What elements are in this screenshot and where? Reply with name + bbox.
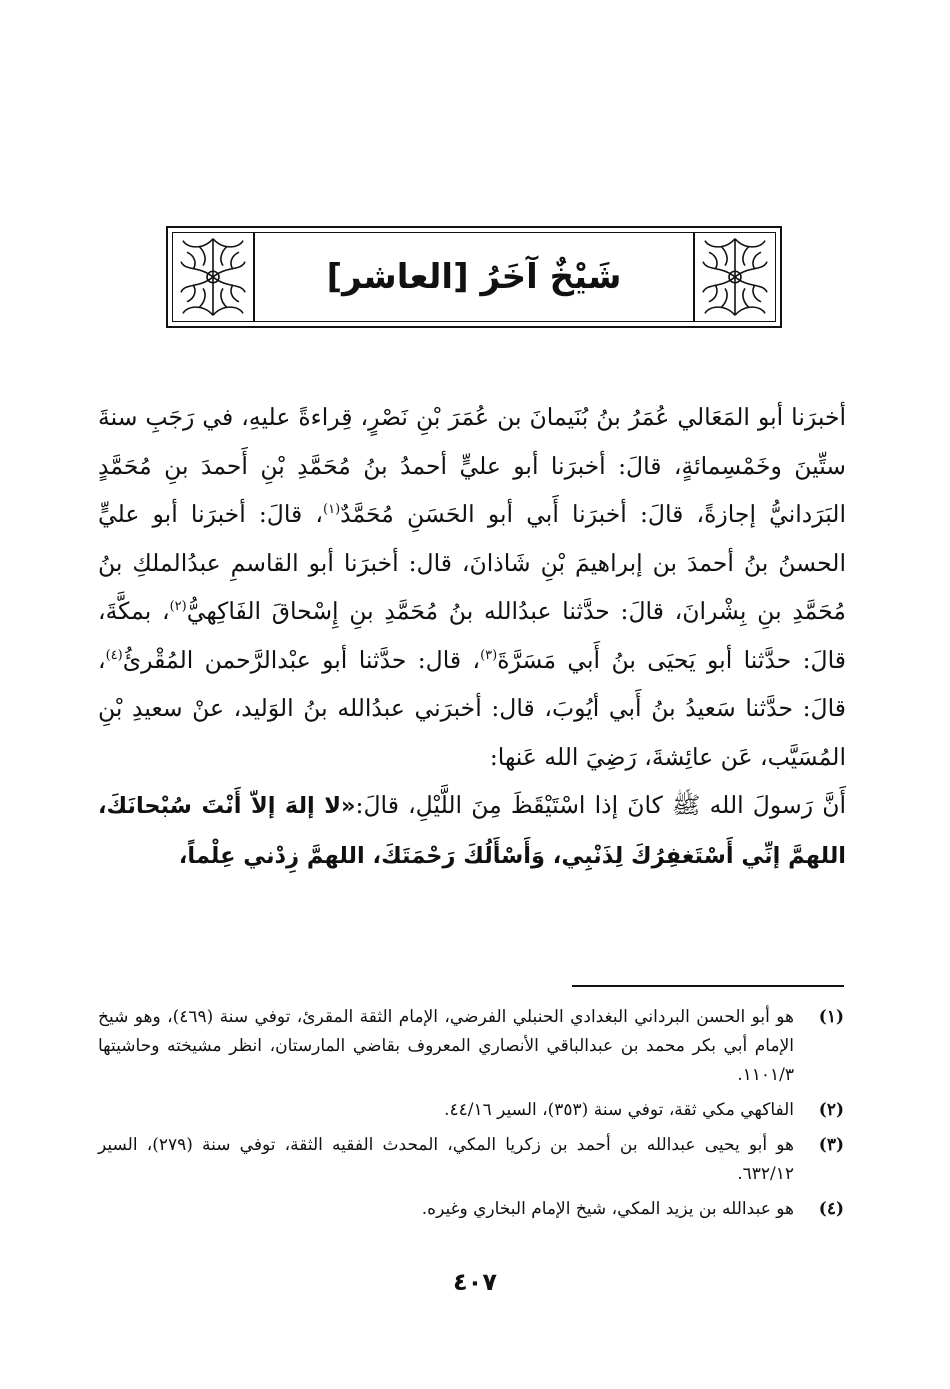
text-run: ، قالَ: أخبرَنا أبو عليٍّ الحسنُ بنُ أحمدَ بن إبراهيمَ بْنِ شَاذانَ، قال: أخبرَنا أبو القاسمِ عبدُالملكِ بنُ مُحَمَّدِ بنِ بِشْرانَ، قالَ: حدَّثنا عبدُالله بنُ مُحَمَّدِ بنِ إِسْحاقَ الفَاكِهيُّ	[98, 500, 847, 625]
footnote-ref-4[interactable]: (٤)	[105, 647, 123, 663]
page-number: ٤٠٧	[453, 1268, 497, 1296]
isnad-paragraph	[98, 393, 846, 781]
footnote-2	[98, 1096, 844, 1125]
chapter-title-box	[253, 233, 695, 321]
text-run: ، قال: حدَّثنا أبو عبْدالرَّحمن المُقْرئُ	[122, 645, 481, 674]
footnote-text: هو أبو يحيى عبدالله بن أحمد بن زكريا المكي، المحدث الفقيه الثقة، توفي سنة (٢٧٩)، السير ٦٣٢/١٢.	[98, 1135, 795, 1184]
footnote-separator	[572, 985, 844, 987]
footnote-number: (٢)	[818, 1100, 844, 1120]
text-run: ، بمكَّةَ، قالَ: حدَّثنا أبو يَحيَى بنُ أَبي مَسَرَّةَ	[98, 597, 847, 674]
footnote-ref-3[interactable]: (٣)	[480, 647, 498, 663]
footnotes	[98, 1003, 844, 1230]
footnote-1	[98, 1003, 844, 1090]
chapter-title-frame	[166, 226, 782, 328]
main-text	[98, 393, 846, 880]
text-run: أخبرَنا أبو المَعَالي عُمَرُ بنُ بُنَيمانَ بن عُمَرَ بْنِ نَصْرٍ، قِراءةً عليهِ، في رَجَبِ سنةَ ستِّينَ وخَمْسِمائةٍ، قالَ: أخبرَنا أبو عليٍّ أحمدُ بنُ مُحَمَّدِ بْنِ أَحمدَ بنِ مُحَمَّدٍ البَرَدانيُّ إجازةً، قالَ: أخبرَنا أَبي أبو الحَسَنِ مُحَمَّدٌ	[98, 403, 846, 528]
hadith-quote: «لا إلهَ إلاّ أَنْتَ سُبْحانَكَ، اللهمَّ إنِّي أَسْتَغفِرُكَ لِذَنْبِي، وَأَسْأَلُكَ رَحْمَتَكَ، اللهمَّ زِدْني عِلْماً،	[98, 793, 846, 869]
footnote-ref-1[interactable]: (١)	[323, 502, 341, 518]
footnote-ref-2[interactable]: (٢)	[169, 599, 187, 615]
footnote-text: هو عبدالله بن يزيد المكي، شيخ الإمام البخاري وغيره.	[421, 1199, 794, 1219]
footnote-number: (٣)	[818, 1135, 844, 1155]
footnote-number: (١)	[818, 1007, 844, 1027]
chapter-title: شَيْخٌ آخَرُ [العاشر]	[326, 257, 622, 297]
text-run: أَنَّ رَسولَ الله ﷺ كانَ إذا اسْتَيْقَظَ مِنَ اللَّيْلِ، قالَ:	[355, 791, 846, 819]
text-run: ، قالَ: حدَّثنا سَعيدُ بنُ أَبي أيُوبَ، قال: أخبرَني عبدُالله بنُ الوَليد، عنْ سعيدِ بْنِ المُسَيَّب، عَن عائِشةَ، رَضِيَ الله عَنها:	[98, 645, 846, 771]
footnote-3	[98, 1131, 844, 1189]
footnote-text: هو أبو الحسن البرداني البغدادي الحنبلي الفرضي، الإمام الثقة المقرئ، توفي سنة (٤٦٩)، وهو شيخ الإمام أبي بكر محمد بن عبدالباقي الأنصاري المعروف بقاضي المارستان، انظر مشيخته وحاشيتها ١١٠١/٣.	[98, 1007, 794, 1085]
floral-ornament-icon	[695, 233, 775, 321]
floral-ornament-icon	[173, 233, 253, 321]
footnote-4	[98, 1195, 844, 1224]
footnote-number: (٤)	[818, 1199, 844, 1219]
footnote-text: الفاكهي مكي ثقة، توفي سنة (٣٥٣)، السير ٤٤/١٦.	[444, 1100, 794, 1120]
matn-paragraph	[98, 781, 846, 880]
